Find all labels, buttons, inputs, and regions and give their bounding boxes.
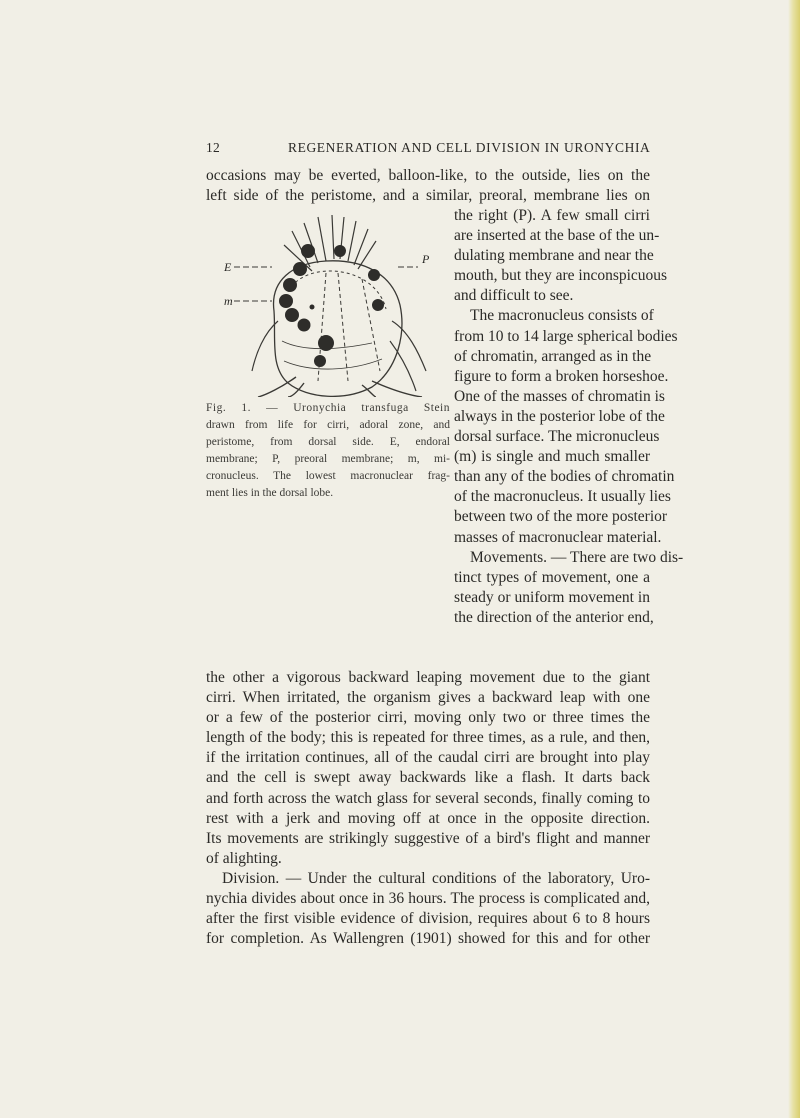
page-edge: [788, 0, 800, 1118]
figure-label-E: E: [224, 260, 232, 274]
text-line: always in the posterior lobe of the: [454, 407, 665, 425]
text-line: Division. — Under the cultural conditions of the laboratory, Uro-: [222, 869, 650, 887]
figure-uronychia: [222, 201, 454, 397]
text-line: the other a vigorous backward leaping movement due to the giant: [206, 669, 650, 686]
caption-line: Fig. 1. — Uronychia transfuga Stein: [206, 402, 450, 414]
text-line: nychia divides about once in 36 hours. The process is complicated and,: [206, 890, 650, 908]
running-head: REGENERATION AND CELL DIVISION IN URONYCHIA: [288, 140, 651, 155]
text-line: the right (P). A few small cirri: [454, 207, 650, 224]
text-line: dulating membrane and near the: [454, 247, 654, 265]
text-line: tinct types of movement, one a: [454, 568, 650, 586]
text-line: of the macronucleus. It usually lies: [454, 488, 671, 506]
caption-line: peristome, from dorsal side. E, endoral: [206, 436, 450, 448]
text-line: mouth, but they are inconspicuous: [454, 267, 668, 285]
text-line: from 10 to 14 large spherical bodies: [454, 327, 678, 345]
text-line: length of the body; this is repeated for three times, as a rule, and then,: [206, 729, 650, 747]
caption-line: membrane; P, preoral membrane; m, mi-: [206, 453, 450, 465]
text-line: figure to form a broken horseshoe.: [454, 367, 669, 385]
text-line: rest with a jerk and moving off at once in the opposite direction.: [206, 809, 650, 827]
paragraph-bottom: [206, 668, 650, 949]
uronychia-drawing: [222, 201, 454, 397]
caption-line: drawn from life for cirri, adoral zone, and: [206, 419, 450, 431]
page-number: 12: [206, 140, 221, 155]
text-line: occasions may be everted, balloon-like, to the outside, lies on the: [206, 167, 650, 184]
text-line: and forth across the watch glass for several seconds, finally coming to: [206, 789, 650, 807]
text-line: Movements. — There are two dis-: [470, 548, 684, 566]
text-line: steady or uniform movement in: [454, 588, 650, 606]
text-line: between two of the more posterior: [454, 508, 668, 526]
figure-label-P: P: [422, 252, 430, 266]
page-header: [0, 140, 800, 160]
text-line: The macronucleus consists of: [470, 307, 654, 325]
text-line: or a few of the posterior cirri, moving only two or three times the: [206, 709, 650, 727]
text-line: the direction of the anterior end,: [454, 608, 654, 626]
text-line: dorsal surface. The micronucleus: [454, 428, 660, 446]
text-line: than any of the bodies of chromatin: [454, 468, 675, 486]
text-line: of alighting.: [206, 849, 282, 867]
figure-caption: [206, 400, 450, 502]
text-line: masses of macronuclear material.: [454, 528, 662, 546]
text-line: Its movements are strikingly suggestive of a bird's flight and manner: [206, 829, 650, 847]
text-line: of chromatin, arranged as in the: [454, 347, 652, 365]
text-line: for completion. As Wallengren (1901) showed for this and for other: [206, 930, 650, 948]
text-line: after the first visible evidence of division, requires about 6 to 8 hours: [206, 910, 650, 928]
text-line: if the irritation continues, all of the caudal cirri are brought into play: [206, 749, 650, 767]
text-line: left side of the peristome, and a similar, preoral, membrane lies on: [206, 187, 650, 205]
text-line: are inserted at the base of the un-: [454, 227, 660, 245]
text-line: and difficult to see.: [454, 287, 574, 305]
text-line: cirri. When irritated, the organism gives a backward leap with one: [206, 689, 650, 707]
caption-line: cronucleus. The lowest macronuclear frag-: [206, 470, 450, 482]
text-line: One of the masses of chromatin is: [454, 387, 665, 405]
paragraph-right-column: [454, 206, 684, 628]
text-line: (m) is single and much smaller: [454, 448, 650, 466]
caption-line: ment lies in the dorsal lobe.: [206, 487, 334, 499]
text-line: and the cell is swept away backwards like a flash. It darts back: [206, 769, 650, 787]
figure-label-m: m: [224, 294, 233, 308]
